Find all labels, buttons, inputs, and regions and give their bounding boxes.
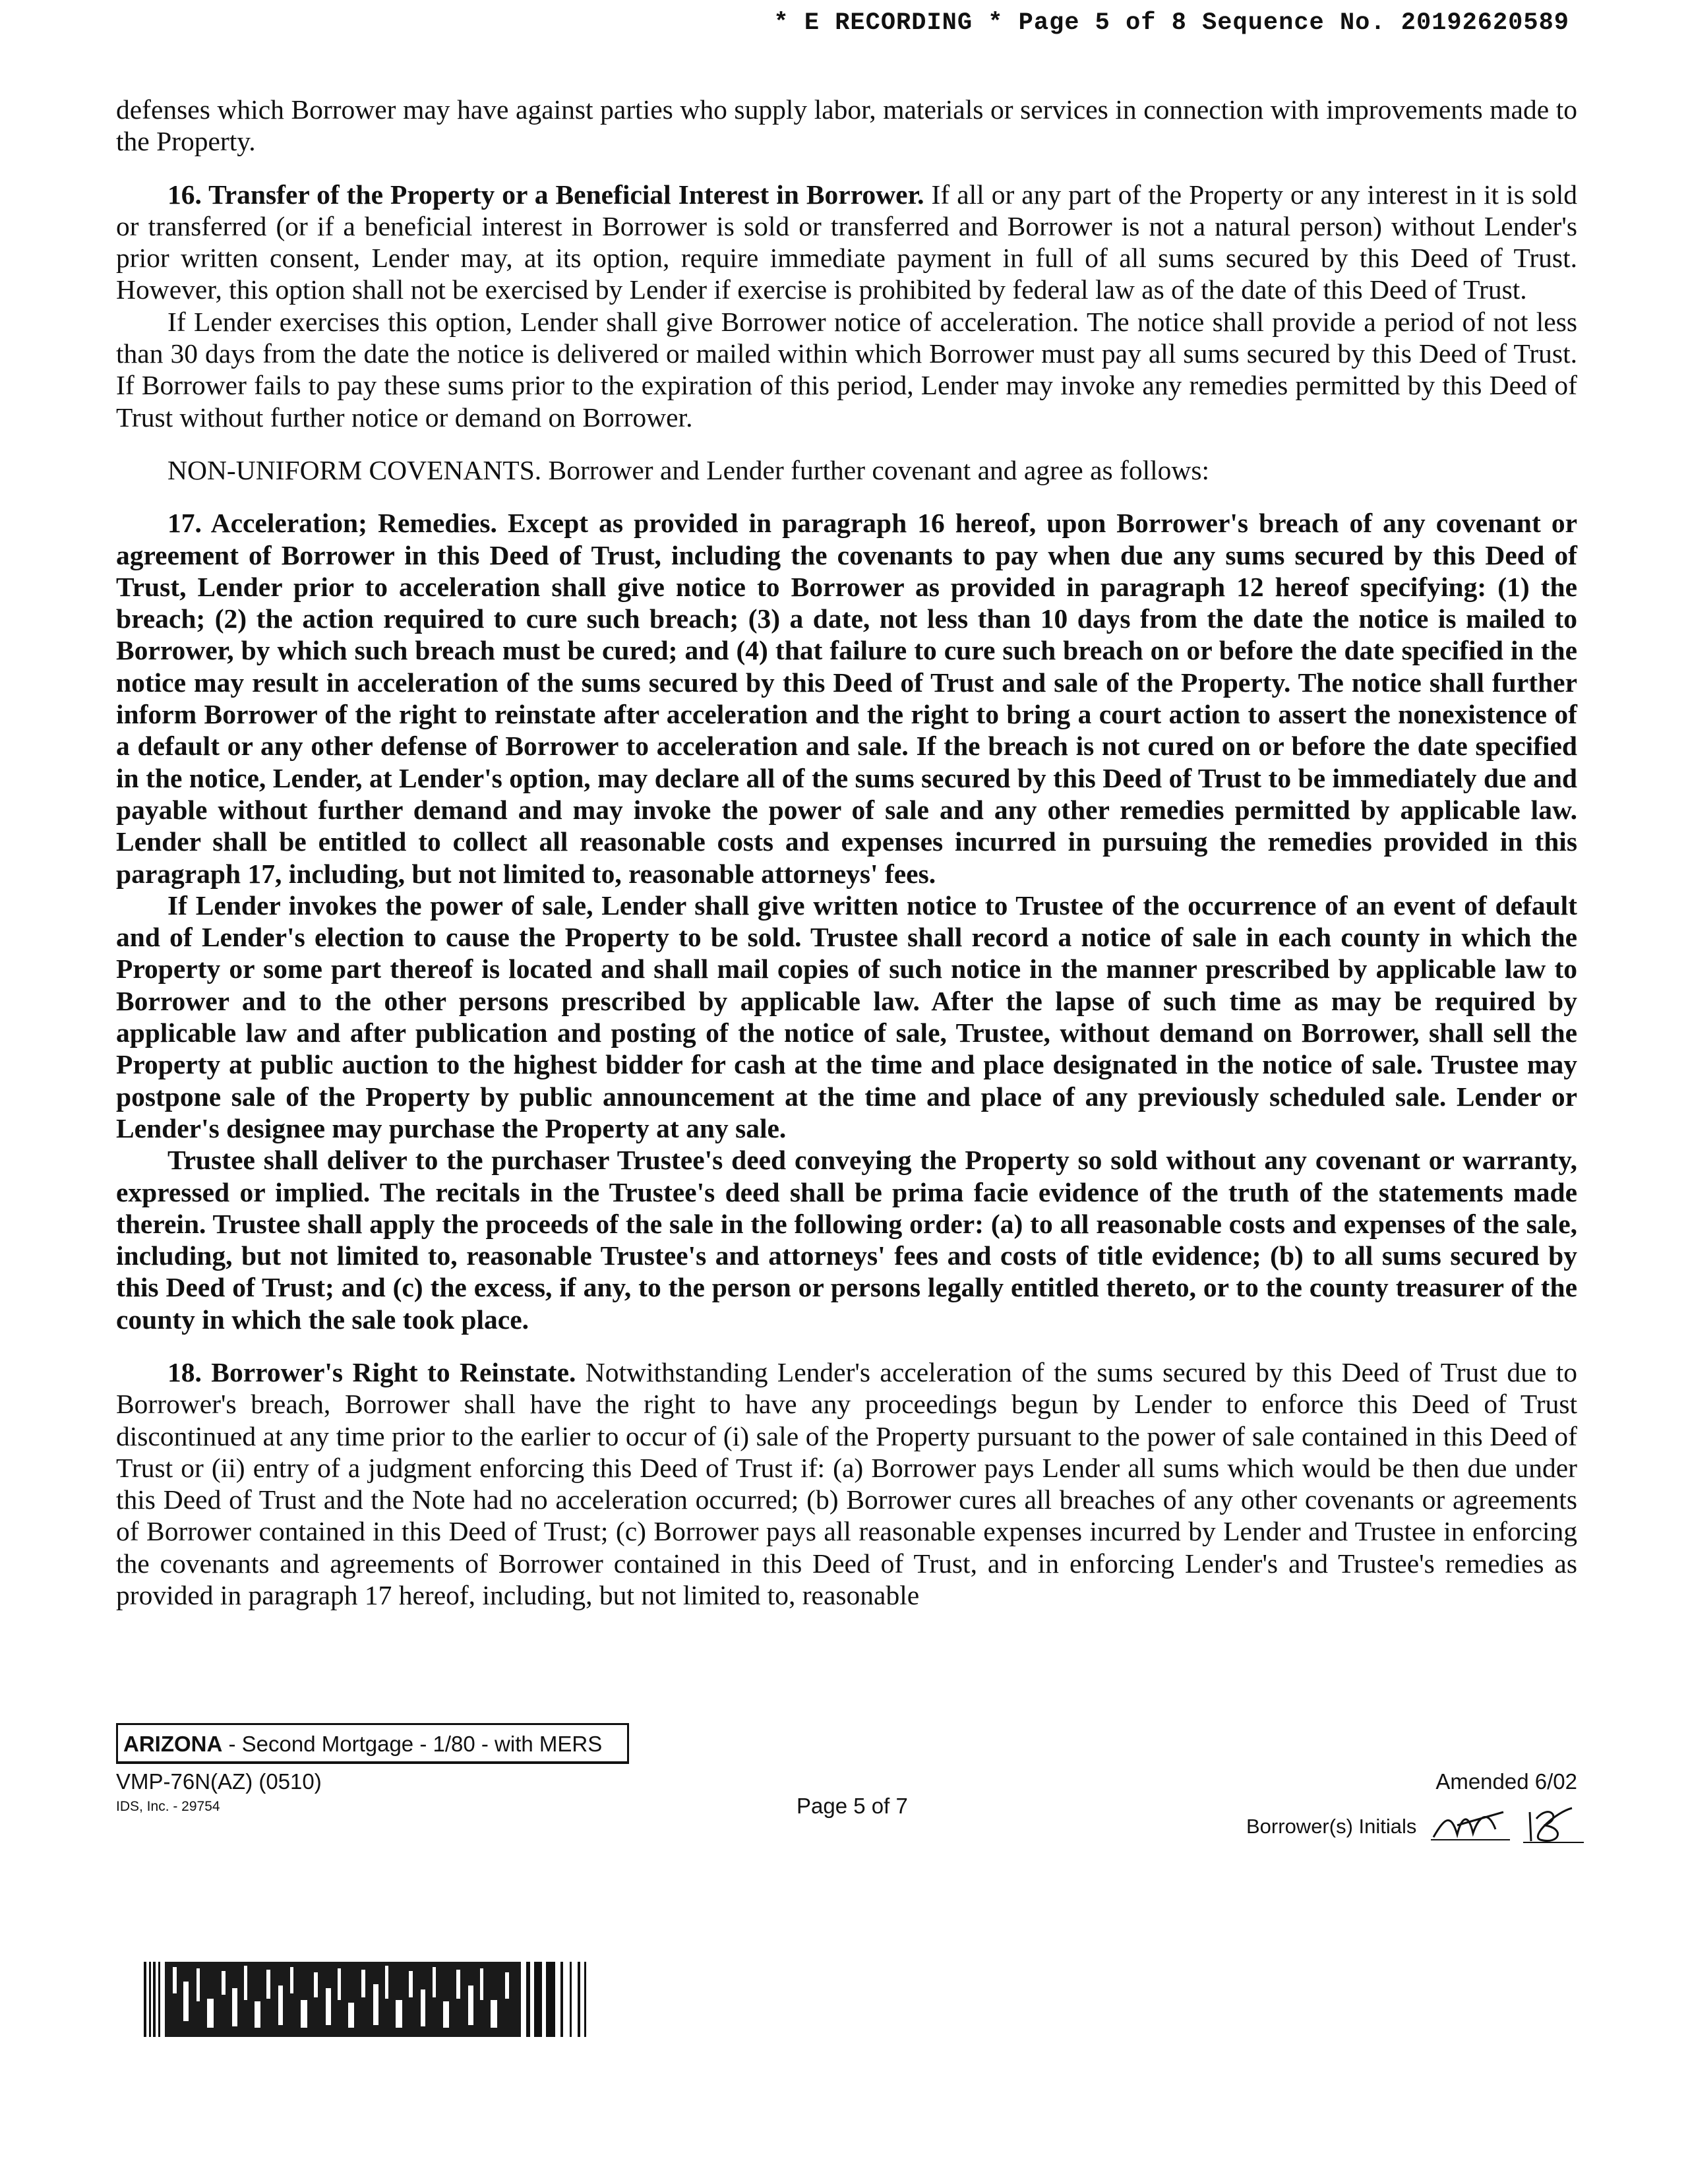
paragraph-16-title: 16. Transfer of the Property or a Beneficial Interest in Borrower.: [167, 179, 924, 210]
amended-date: Amended 6/02: [1435, 1769, 1577, 1794]
paragraph-16-text: If all or any part of the Property or any interest in it is sold or transferred (or if a beneficial interest in Borrower is sold or transferred and Borrower is not a natural person) without Lender's prior written consent, Lender may, at its option, require immediate payment in full of all sums secured by this Deed of Trust. However, this option shall not be exercised by Lender if exercise is prohibited by federal law as of the date of this Deed of Trust.: [116, 179, 1577, 305]
paragraph-18: [116, 1356, 1577, 1611]
borrower-initials-signature: [1431, 1799, 1584, 1845]
document-body: [116, 94, 1577, 1611]
paragraph-16: [116, 179, 1577, 306]
paragraph-16-b: If Lender exercises this option, Lender shall give Borrower notice of acceleration. The notice shall provide a period of not less than 30 days from the date the notice is delivered or mailed within which Borrower must pay all sums secured by this Deed of Trust. If Borrower fails to pay these sums prior to the expiration of this period, Lender may invoke any remedies permitted by this Deed of Trust without further notice or demand on Borrower.: [116, 306, 1577, 433]
paragraph-18-text: Notwithstanding Lender's acceleration of the sums secured by this Deed of Trust due to Borrower's breach, Borrower shall have the right to have any proceedings begun by Lender to enforce this Deed of Trust discontinued at any time prior to the earlier to occur of (i) sale of the Property pursuant to the power of sale contained in this Deed of Trust or (ii) entry of a judgment enforcing this Deed of Trust if: (a) Borrower pays Lender all sums which would be then due under this Deed of Trust and the Note had no acceleration occurred; (b) Borrower cures all breaches of any other covenants or agreements of Borrower contained in this Deed of Trust; (c) Borrower pays all reasonable expenses incurred by Lender and Trustee in enforcing the covenants and agreements of Borrower contained in this Deed of Trust, and in enforcing Lender's and Trustee's remedies as provided in paragraph 17 hereof, including, but not limited to, reasonable: [116, 1356, 1577, 1611]
paragraph-17-c: Trustee shall deliver to the purchaser Trustee's deed conveying the Property so sold without any covenant or warranty, expressed or implied. The recitals in the Trustee's deed shall be prima facie evidence of the truth of the statements made therein. Trustee shall apply the proceeds of the sale in the following order: (a) to all reasonable costs and expenses of the sale, including, but not limited to, reasonable Trustee's and attorneys' fees and costs of title evidence; (b) to all sums secured by this Deed of Trust; and (c) the excess, if any, to the person or persons legally entitled thereto, or to the county treasurer of the county in which the sale took place.: [116, 1145, 1577, 1335]
form-number: VMP-76N(AZ) (0510): [116, 1769, 322, 1794]
paragraph-18-title: 18. Borrower's Right to Reinstate.: [167, 1356, 576, 1387]
paragraph-17-a: 17. Acceleration; Remedies. Except as provided in paragraph 16 hereof, upon Borrower's breach of any covenant or agreement of Borrower in this Deed of Trust, including the covenants to pay when due any sums secured by this Deed of Trust, Lender prior to acceleration shall give notice to Borrower as provided in paragraph 12 hereof specifying: (1) the breach; (2) the action required to cure such breach; (3) a date, not less than 10 days from the date the notice is mailed to Borrower, by which such breach must be cured; and (4) that failure to cure such breach on or before the date specified in the notice may result in acceleration of the sums secured by this Deed of Trust and sale of the Property. The notice shall further inform Borrower of the right to reinstate after acceleration and the right to bring a court action to assert the nonexistence of a default or any other defense of Borrower to acceleration and sale. If the breach is not cured on or before the date specified in the notice, Lender, at Lender's option, may declare all of the sums secured by this Deed of Trust to be immediately due and payable without further demand and may invoke the power of sale and any other remedies permitted by applicable law. Lender shall be entitled to collect all reasonable costs and expenses incurred in pursuing the remedies provided in this paragraph 17, including, but not limited to, reasonable attorneys' fees.: [116, 508, 1577, 889]
barcode: [144, 1962, 587, 2037]
form-description: - Second Mortgage - 1/80 - with MERS: [222, 1732, 603, 1756]
form-state: ARIZONA: [123, 1732, 223, 1756]
paragraph-continuation: defenses which Borrower may have against parties who supply labor, materials or services in connection with improvements made to the Property.: [116, 94, 1577, 157]
initials-label: Borrower(s) Initials: [1246, 1815, 1417, 1838]
form-vendor: IDS, Inc. - 29754: [116, 1799, 220, 1814]
recording-header: * E RECORDING * Page 5 of 8 Sequence No. 20192620589: [773, 9, 1569, 37]
form-title-box: [116, 1723, 629, 1764]
page-number: Page 5 of 7: [797, 1794, 908, 1818]
non-uniform-covenants: NON-UNIFORM COVENANTS. Borrower and Lender further covenant and agree as follows:: [167, 454, 1210, 485]
paragraph-17-b: If Lender invokes the power of sale, Lender shall give written notice to Trustee of the occurrence of an event of default and of Lender's election to cause the Property to be sold. Trustee shall record a notice of sale in each county in which the Property or some part thereof is located and shall mail copies of such notice in the manner prescribed by applicable law to Borrower and to the other persons prescribed by applicable law. After the lapse of such time as may be required by applicable law and after publication and posting of the notice of sale, Trustee, without demand on Borrower, shall sell the Property at public auction to the highest bidder for cash at the time and place designated in the notice of sale. Trustee may postpone sale of the Property by public announcement at the time and place of any previously scheduled sale. Lender or Lender's designee may purchase the Property at any sale.: [116, 890, 1577, 1143]
